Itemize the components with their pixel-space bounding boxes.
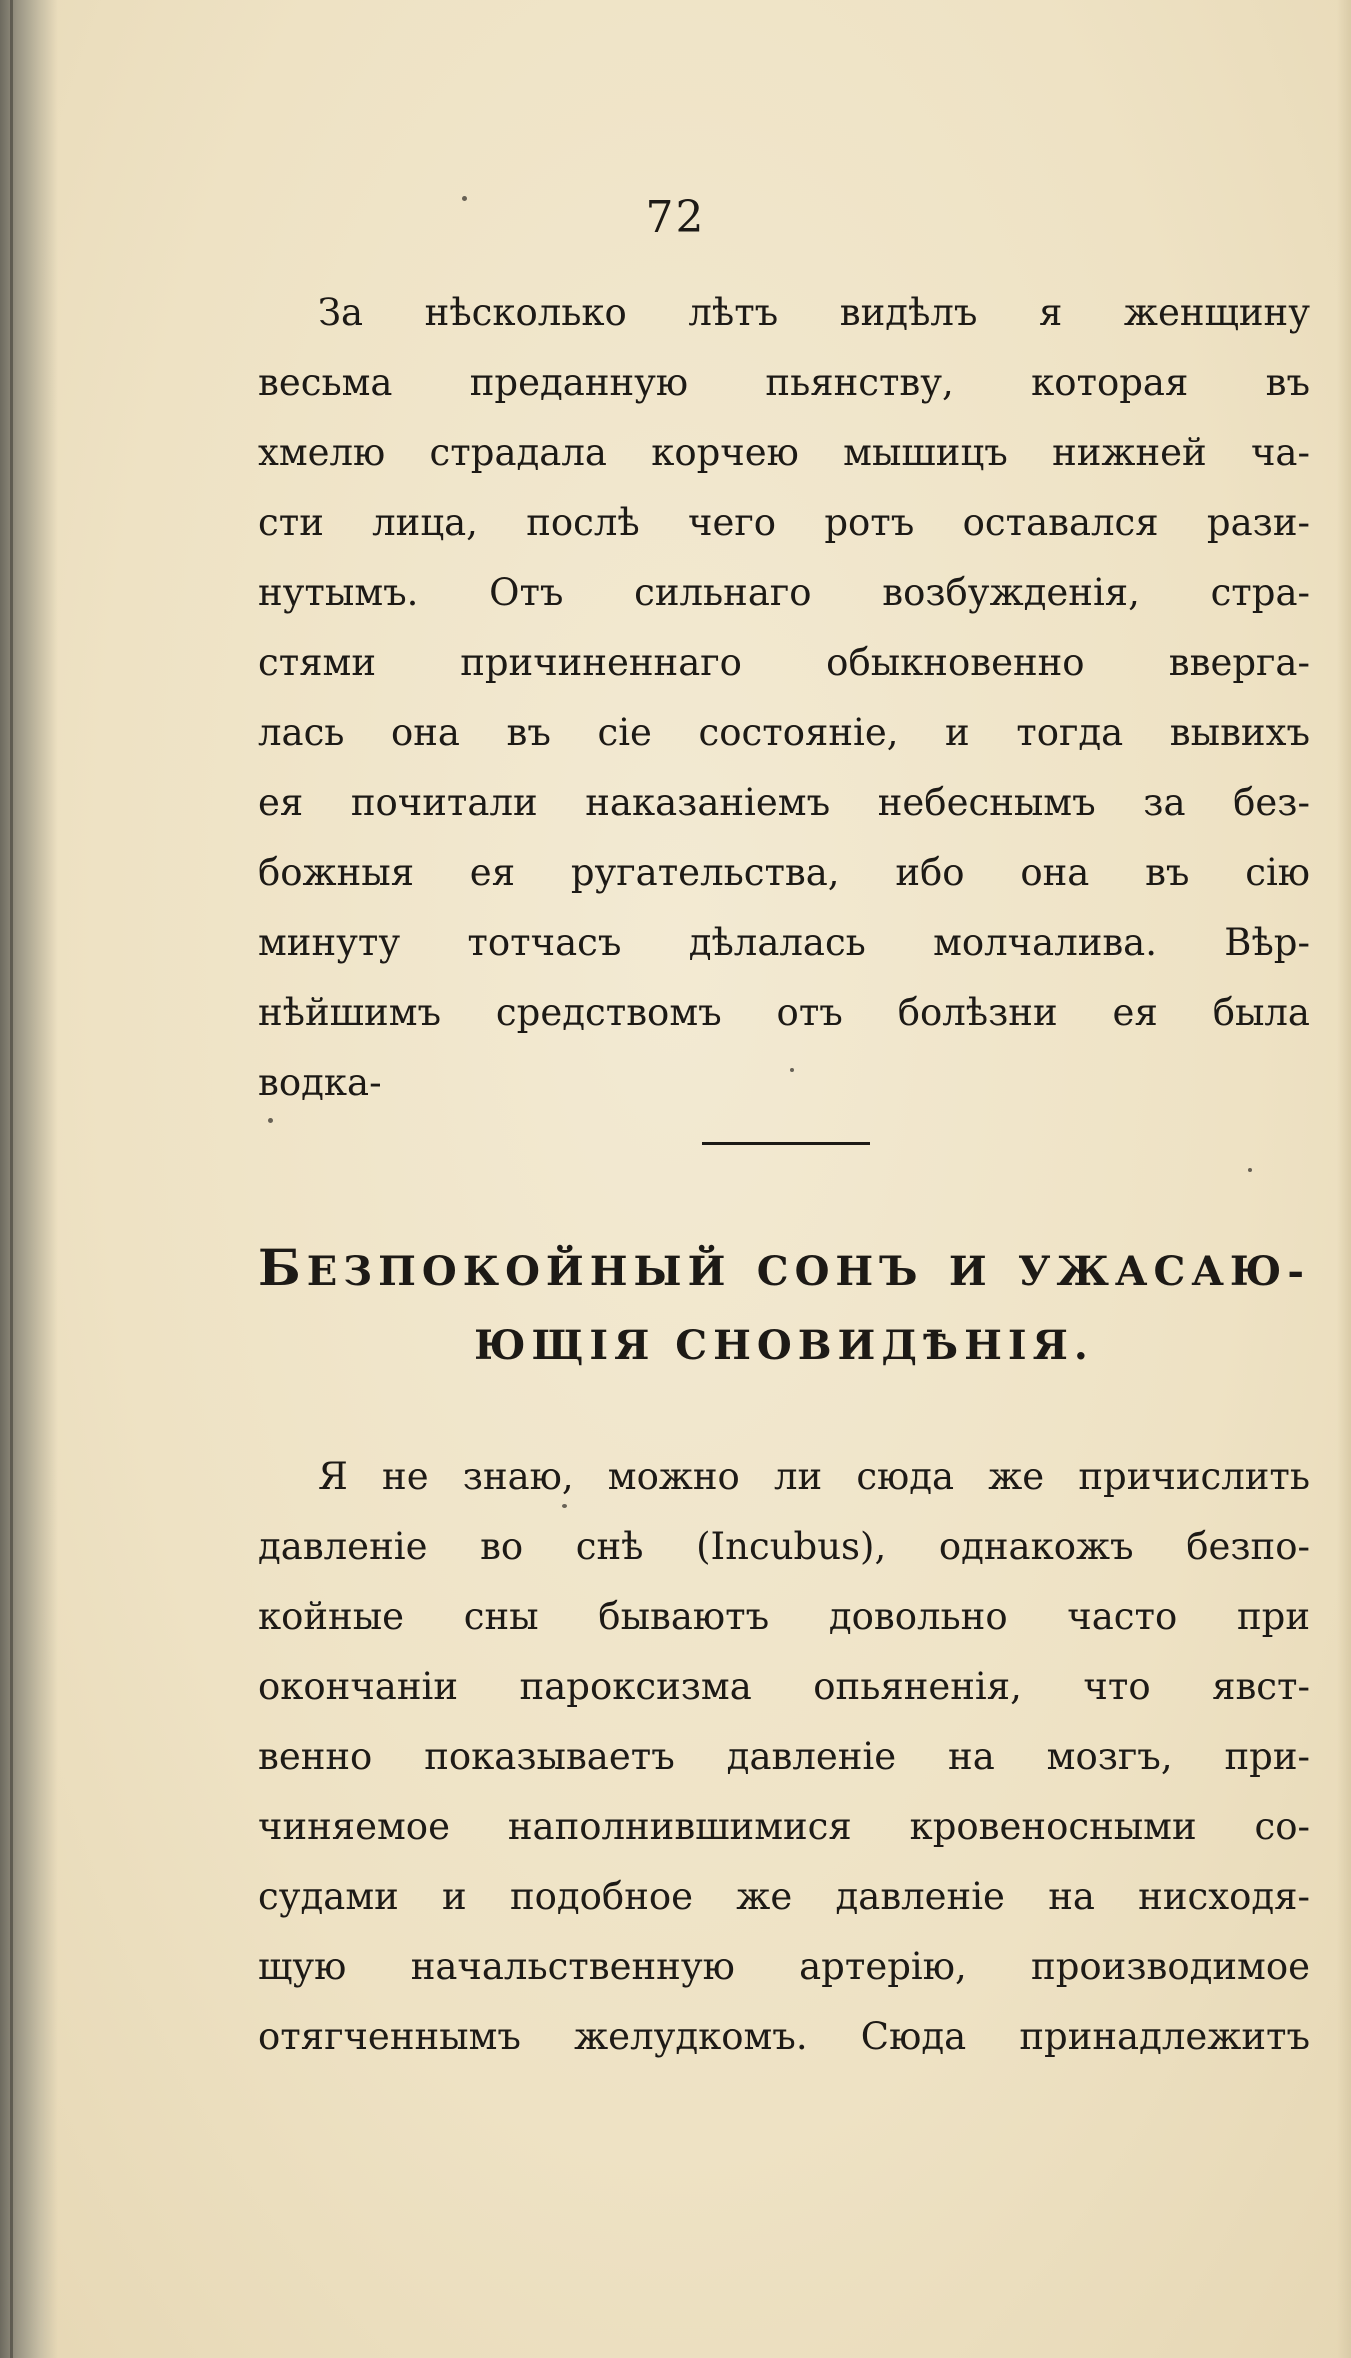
text-line: Я не знаю, можно ли сюда же причислить <box>318 1455 1310 1498</box>
binding-edge-line <box>10 0 13 2358</box>
text-line: окончаніи пароксизма опьяненія, что явст- <box>258 1665 1310 1708</box>
text-line: давленіе во снѣ (Incubus), однакожъ безпо- <box>258 1525 1310 1568</box>
text-line: лась она въ сіе состояніе, и тогда вывихъ <box>258 711 1310 754</box>
text-line: минуту тотчасъ дѣлалась молчалива. Вѣр- <box>258 921 1310 964</box>
text-line: нѣйшимъ средствомъ отъ болѣзни ея была <box>258 991 1310 1034</box>
text-line: За нѣсколько лѣтъ видѣлъ я женщину <box>318 291 1310 334</box>
page-number: 72 <box>645 192 706 243</box>
paper-speck <box>268 1118 273 1123</box>
paper-speck <box>462 196 467 201</box>
section-heading-line-2: ЮЩІЯ СНОВИДѢНІЯ. <box>474 1322 1094 1369</box>
text-line: весьма преданную пьянству, которая въ <box>258 361 1310 404</box>
page-right-edge <box>1337 0 1351 2358</box>
paper-speck <box>1248 1168 1252 1172</box>
text-line: божныя ея ругательства, ибо она въ сію <box>258 851 1310 894</box>
paragraph-incubus <box>258 1442 1310 2072</box>
text-line: ея почитали наказаніемъ небеснымъ за без- <box>258 781 1310 824</box>
heading-initial-capital: Б <box>258 1238 307 1297</box>
text-line: хмелю страдала корчею мышицъ нижней ча- <box>258 431 1310 474</box>
paper-speck <box>562 1504 567 1508</box>
paper-speck <box>790 1068 794 1072</box>
text-line: водка- <box>258 1061 382 1104</box>
text-line: койные сны бываютъ довольно часто при <box>258 1595 1310 1638</box>
page-binding-gutter <box>0 0 58 2358</box>
paragraph-drunkenness-cramp <box>258 278 1310 1118</box>
text-line: щую начальственную артерію, производимое <box>258 1945 1310 1988</box>
text-line: нутымъ. Отъ сильнаго возбужденія, стра- <box>258 571 1310 614</box>
text-line: венно показываетъ давленіе на мозгъ, при- <box>258 1735 1310 1778</box>
text-line: судами и подобное же давленіе на нисходя- <box>258 1875 1310 1918</box>
text-line: отягченнымъ желудкомъ. Сюда принадлежитъ <box>258 2015 1310 2058</box>
text-line: чиняемое наполнившимися кровеносными со- <box>258 1805 1310 1848</box>
text-line: стями причиненнаго обыкновенно вверга- <box>258 641 1310 684</box>
text-line: сти лица, послѣ чего ротъ оставался рази- <box>258 501 1310 544</box>
section-heading-line-1 <box>258 1238 1310 1297</box>
heading-line-1-text: ЕЗПОКОЙНЫЙ СОНЪ И УЖАСАЮ- <box>306 1248 1310 1295</box>
section-divider-rule <box>702 1142 870 1145</box>
